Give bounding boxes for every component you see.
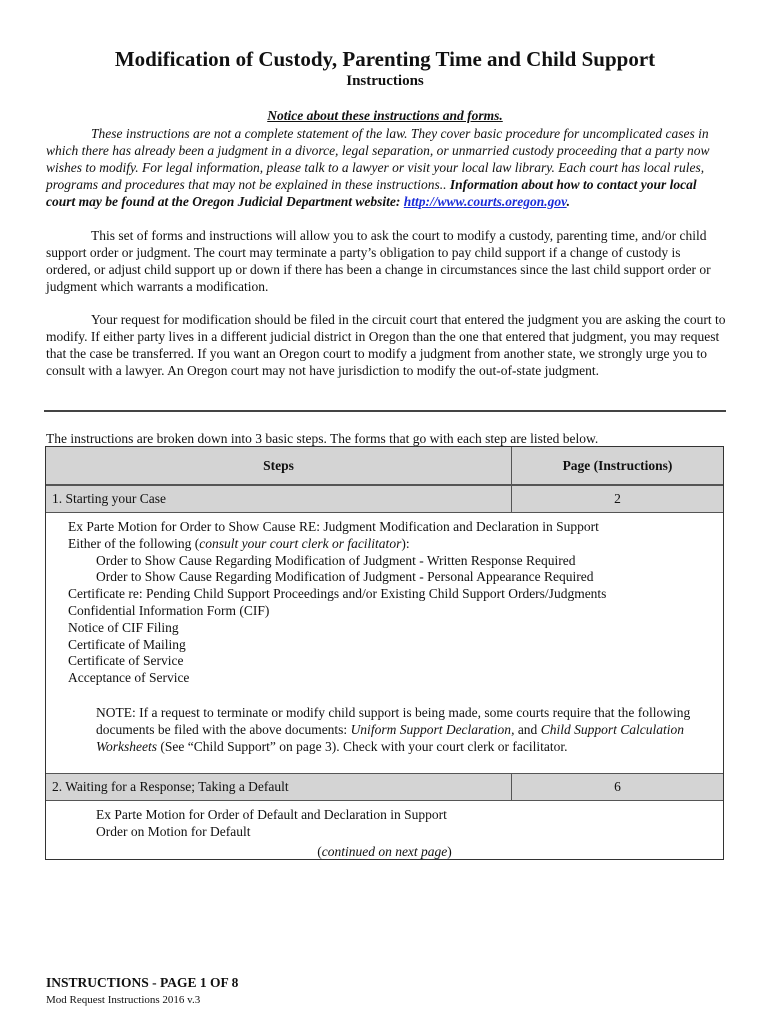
notice-text: [46, 125, 726, 210]
list-item: Order to Show Cause Regarding Modification of Judgment - Personal Appearance Required: [96, 569, 594, 585]
step-2-forms: [96, 807, 447, 841]
steps-table: [45, 446, 724, 860]
page-title: Modification of Custody, Parenting Time and Child Support: [114, 47, 656, 71]
list-item: Notice of CIF Filing: [68, 619, 179, 635]
list-item: Ex Parte Motion for Order to Show Cause RE: Judgment Modification and Declaration in Support: [68, 519, 599, 534]
list-item: Ex Parte Motion for Order of Default and Declaration in Support: [96, 807, 447, 822]
list-item-text: ):: [401, 535, 410, 551]
list-item: [68, 536, 606, 553]
note-form-name: Child Support Calculation Worksheets: [96, 722, 684, 754]
page-number: INSTRUCTIONS - PAGE 1 OF 8: [46, 975, 239, 990]
list-item: Certificate of Service: [68, 653, 184, 669]
page-subtitle: Instructions: [346, 73, 424, 89]
continued-text: continued on next page: [321, 844, 448, 859]
divider: [44, 410, 726, 412]
notice-end: .: [566, 194, 571, 209]
continued-paren: (: [317, 844, 322, 859]
list-item: Order to Show Cause Regarding Modification of Judgment - Written Response Required: [96, 552, 576, 568]
step-1-page: 2: [614, 491, 621, 506]
list-item-emphasis: consult your court clerk or facilitator: [199, 535, 402, 551]
step-2-label: 2. Waiting for a Response; Taking a Default: [46, 774, 512, 800]
court-website-link[interactable]: http://www.courts.oregon.gov: [403, 194, 567, 209]
list-item: Confidential Information Form (CIF): [68, 602, 270, 618]
list-item: Acceptance of Service: [68, 670, 190, 686]
note-text: (See “Child Support” on page 3). Check with your court clerk or facilitator.: [157, 739, 568, 754]
paragraph-filing: Your request for modification should be filed in the circuit court that entered the judgment you are asking the court to modify. If either party lives in a different judicial district in Oregon than the one that entered that judgment, you may request that the case be transferred. If you want an Oregon court to modify a judgment from another state, we strongly urge you to consult with a lawyer. An Oregon court may not have jurisdiction to modify the out-of-state judgment.: [46, 312, 726, 378]
child-support-note: [96, 704, 716, 755]
continued-paren: ): [447, 844, 452, 859]
paragraph-overview: This set of forms and instructions will allow you to ask the court to modify a custody, parenting time, and/or child support order or judgment. The court may terminate a party’s obligation to pay child support if a change of custody is ordered, or adjust child support up or down if there has been a change in circumstances since the last child support order or judgment which warrants a modification.: [46, 228, 711, 294]
note-form-name: Uniform Support Declaration: [350, 722, 512, 737]
step-1-label: 1. Starting your Case: [46, 486, 512, 512]
step-1-forms: [68, 519, 606, 687]
step-2-page: 6: [614, 779, 621, 794]
notice-heading: Notice about these instructions and forms.: [267, 108, 503, 123]
list-item: Certificate of Mailing: [68, 636, 186, 652]
note-text: NOTE: If a request to terminate or modify child support is being made, some courts require that the following documents be filed with the above documents:: [96, 705, 691, 737]
notice-contact: Information about how to contact your local court may be found at the Oregon Judicial Department website:: [46, 177, 697, 209]
steps-column-header: Steps: [46, 447, 512, 484]
list-item: Order on Motion for Default: [96, 823, 251, 839]
version-label: Mod Request Instructions 2016 v.3: [46, 994, 201, 1006]
page-column-header: Page (Instructions): [562, 457, 673, 473]
list-item: Certificate re: Pending Child Support Proceedings and/or Existing Child Support Orders/Judgments: [68, 586, 607, 602]
list-item-text: Either of the following (: [68, 535, 200, 551]
table-header-row: [46, 447, 723, 485]
continued-note: [46, 844, 723, 860]
step-1-row: [46, 485, 723, 513]
steps-intro: The instructions are broken down into 3 basic steps. The forms that go with each step are listed below.: [46, 431, 599, 446]
notice-body: These instructions are not a complete statement of the law. They cover basic procedure for uncomplicated cases in which there has already been a judgment in a divorce, legal separation, or unmarried custody proceeding that a party now wishes to modify. For legal information, please talk to a lawyer or visit your local law library. Each court has local rules, programs and procedures that may not be explained in these instructions..: [46, 126, 710, 192]
note-text: , and: [511, 722, 541, 737]
step-2-row: [46, 773, 723, 801]
